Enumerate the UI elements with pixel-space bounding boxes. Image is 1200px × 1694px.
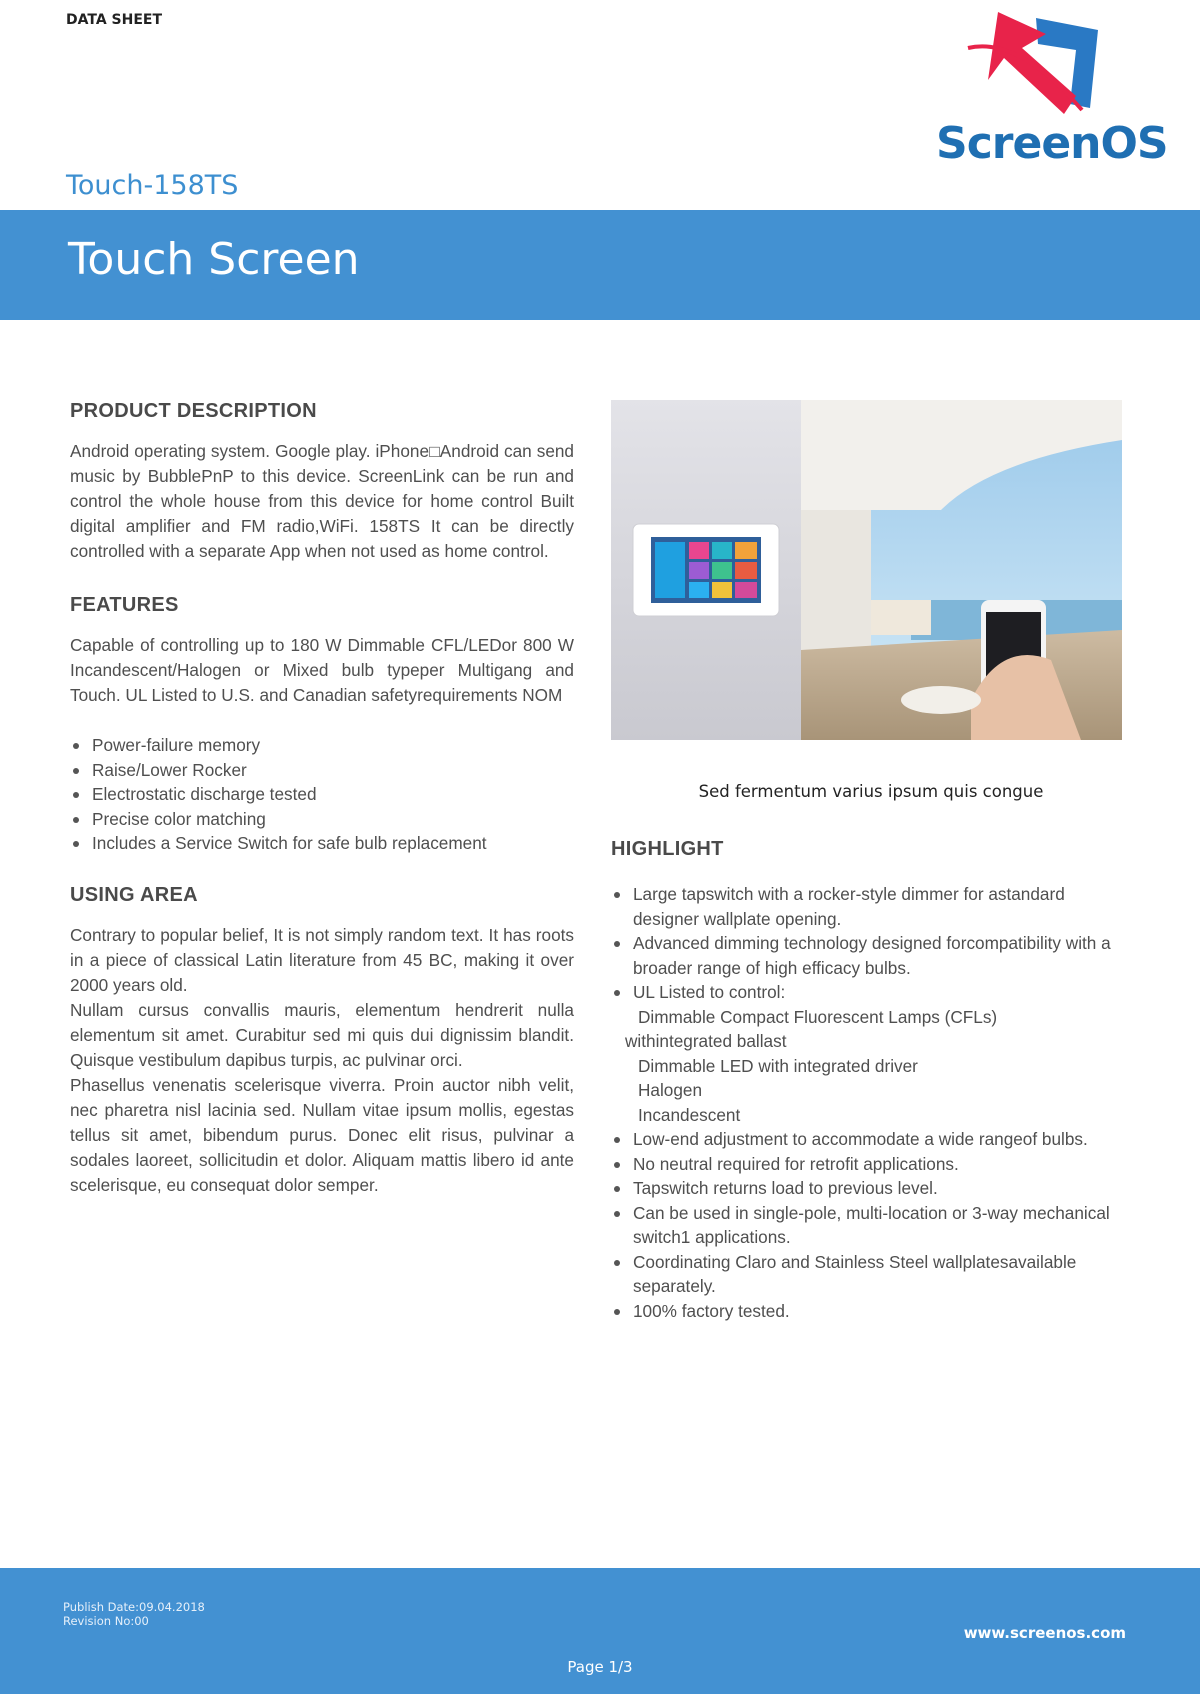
website-link[interactable]: www.screenos.com [963,1624,1126,1642]
list-item: Can be used in single-pole, multi-location or 3-way mechanical switch1 applications. [611,1201,1131,1250]
using-area-paragraph: Nullam cursus convallis mauris, elementum hendrerit nulla elementum sit amet. Curabitur sed mi quis dui dignissim blandit. Quisque vestibulum dapibus turpis, ac pulvinar orci. [70,999,574,1070]
using-area-paragraph: Contrary to popular belief, It is not simply random text. It has roots in a piece of classical Latin literature from 45 BC, making it over 2000 years old. [70,924,574,995]
list-item: 100% factory tested. [611,1299,1131,1324]
list-item: Electrostatic discharge tested [70,782,574,807]
list-item: Low-end adjustment to accommodate a wide rangeof bulbs. [611,1127,1131,1152]
list-sub-item: Halogen [638,1080,703,1100]
page-title: Touch Screen [68,234,360,285]
list-sub-item: withintegrated ballast [625,1031,787,1051]
page-footer [0,1568,1200,1694]
list-sub-item: Dimmable LED with integrated driver [638,1055,918,1076]
model-number: Touch-158TS [66,170,239,201]
highlight-list [611,882,1131,1323]
doc-type-label: DATA SHEET [66,12,163,28]
list-item: UL Listed to control: [611,980,1131,1005]
using-area-heading: USING AREA [70,883,198,906]
publish-date: Publish Date:09.04.2018 [63,1600,205,1614]
product-scene-image [611,400,1122,740]
features-text: Capable of controlling up to 180 W Dimmable CFL/LEDor 800 W Incandescent/Halogen or Mixed bulb typeper Multigang and Touch. UL Listed to U.S. and Canadian safetyrequirements NOM [70,635,574,705]
product-description-heading: PRODUCT DESCRIPTION [70,400,317,422]
list-item: Coordinating Claro and Stainless Steel wallplatesavailable separately. [611,1250,1131,1299]
list-item: Raise/Lower Rocker [70,758,574,783]
footer-meta [63,1600,205,1628]
list-item: Tapswitch returns load to previous level. [611,1176,1131,1201]
features-list [70,733,574,856]
list-item: Precise color matching [70,807,574,832]
logo-wordmark: ScreenOS [936,118,1168,169]
revision-number: Revision No:00 [63,1614,149,1628]
page-number: Page 1/3 [567,1658,633,1676]
brand-logo [936,8,1168,169]
left-column [70,400,574,1198]
logo-mark-icon [958,8,1108,123]
features-heading: FEATURES [70,594,179,616]
list-item: Power-failure memory [70,733,574,758]
list-item: Includes a Service Switch for safe bulb replacement [70,831,574,856]
list-sub-item: Dimmable Compact Fluorescent Lamps (CFLs) [638,1006,998,1027]
product-description-text: Android operating system. Google play. iPhone□Android can send music by BubblePnP to this device. ScreenLink can be run and control the whole house from this device for home control Built digital amplifier and FM radio,WiFi. 158TS It can be directly controlled with a separate App when not used as home control. [70,441,574,561]
list-item: Advanced dimming technology designed forcompatibility with a broader range of high efficacy bulbs. [611,931,1131,980]
right-column [611,838,1131,1323]
highlight-heading: HIGHLIGHT [611,838,724,860]
list-item: Large tapswitch with a rocker-style dimmer for astandard designer wallplate opening. [611,882,1131,931]
list-item: No neutral required for retrofit applications. [611,1152,1131,1177]
image-caption: Sed fermentum varius ipsum quis congue [698,782,1044,801]
list-sub-item: Incandescent [638,1104,741,1125]
title-banner [0,210,1200,320]
using-area-paragraph: Phasellus venenatis scelerisque viverra. Proin auctor nibh velit, nec pharetra nisl lacinia sed. Nullam vitae ipsum mollis, egestas tellus sit amet, bibendum purus. Donec elit risus, pulvinar a sodales laoreet, sollicitudin et dolor. Aliquam mattis libero id ante scelerisque, eu consequat dolor semper. [70,1074,574,1195]
product-photo [611,400,1131,801]
